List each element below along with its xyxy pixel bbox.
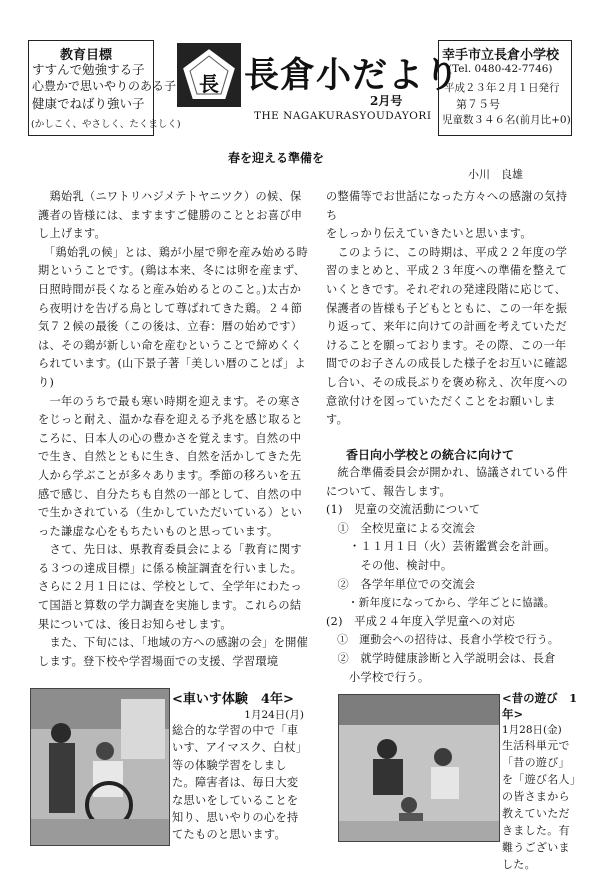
school-logo [176, 42, 242, 108]
old-games-photo [338, 694, 500, 842]
paragraph: の整備等でお世話になった方々への感謝の気持ち [326, 190, 568, 222]
paragraph: 一年のうちで最も寒い時期を迎えます。その寒さをじっと耐え、温かな春を迎える予兆を感じ取るところに、日本人の心の豊かさを覚えます。自然の中で生き、自然とともに生き、自然を活かしてきた先人から学ぶことが多々あります。季節の移ろいを五感で感じ、自分たちも自然の一部として、自然の中で生かされている（生かしていただいている）といった謙虚な心をもちたいものと思っています。 [38, 394, 303, 538]
list-item: その他、検討中。 [326, 558, 453, 572]
school-tel: (Tel. 0480-42-7746) [448, 63, 553, 75]
goal-line-2: 心豊かで思いやりのある子 [32, 79, 177, 93]
list-item: ② 就学時健康診断と入学説明会は、長倉 [326, 651, 556, 665]
article2-title: 香日向小学校との統合に向けて [346, 448, 515, 462]
paragraph: また、下旬には、「地域の方への感謝の会」を開催します。登下校や学習場面での支援、学習環境 [38, 636, 309, 668]
roman-title: THE NAGAKURASYOUDAYORI [254, 110, 432, 122]
issue-date: 平成２３年２月１日発行 [444, 82, 560, 94]
list-item: ② 各学年単位での交流会 [326, 577, 476, 591]
list-item: (1) 児童の交流活動について [326, 503, 481, 517]
paragraph: さて、先日は、県教育委員会による「教育に関する３つの達成目標」に係る検証調査を行いました。さらに２月１日には、学校として、全学年にわたって国語と算数の学力調査を実施します。これらの結果については、後日お知らせします。 [38, 543, 303, 631]
logo-char: 長 [199, 72, 219, 96]
list-item: ① 全校児童による交流会 [326, 521, 476, 535]
month-label: 2月号 [370, 94, 403, 108]
goal-line-1: すすんで勉強する子 [32, 62, 145, 77]
caption1-date: 1月24日(月) [244, 709, 304, 721]
article-right-column [326, 188, 574, 430]
article2-body [326, 464, 574, 687]
caption2-date: 1月28日(金) [502, 724, 562, 736]
school-name: 幸手市立長倉小学校 [442, 48, 560, 63]
caption2-title: <昔の遊び 1年> [502, 691, 578, 721]
caption1-box [172, 688, 308, 844]
list-item: 小学校で行う。 [326, 670, 430, 684]
list-item: ・新年度になってから、学年ごとに協議。 [326, 597, 555, 610]
paragraph: をしっかり伝えていきたいと思います。 [326, 227, 532, 241]
article2-intro: 統合準備委員会が開かれ、協議されている件について、報告します。 [326, 466, 568, 498]
goal-list [32, 61, 176, 112]
caption2-box [502, 690, 578, 873]
caption1-text: 総合的な学習の中で「車いす、アイマスク、白杖」等の体験学習をしました。障害者は、毎日大変な思いをしていることを知り、思いやりの心を持てたものと思います。 [172, 724, 308, 842]
article-left-column [38, 188, 310, 671]
goal-subtitle: (かしこく、やさしく、たくましく) [31, 119, 181, 130]
goal-title: 教育目標 [60, 48, 113, 63]
list-item: ① 運動会への招待は、長倉小学校で行う。 [326, 633, 560, 647]
wheelchair-photo [30, 688, 170, 846]
article-title: 春を迎える準備を [228, 151, 325, 165]
paragraph: 「鶏始乳の候」とは、鶏が小屋で卵を産み始める時期ということです。(鶏は本来、冬には卵を産まず、日照時間が長くなると産み始めるとのこと。)太古から夜明けを告げる鳥として尊ばれてきた鶏。２４節気７２候の最後（この後は、立春：暦の始めです）は、その鶏が新しい命を産むということで締めくくられています。(山下景子著「美しい暦のことば」より) [38, 245, 309, 389]
issue-number: 第７５号 [456, 98, 500, 111]
list-item: ・１１月１日（火）芸術鑑賞会を計画。 [326, 540, 556, 554]
caption2-text: 生活科単元で「昔の遊び」を「遊び名人」の皆さまから教えていただきました。有難うございました。 [502, 739, 576, 871]
paragraph: 鶏始乳（ニワトリハジメテトヤニツク）の候、保護者の皆様には、ますますご健勝のこととお喜び申し上げます。 [38, 190, 303, 241]
article-author: 小川 良雄 [468, 168, 523, 181]
goal-line-3: 健康でねばり強い子 [32, 96, 145, 111]
student-count: 児童数３４６名(前月比+0) [442, 114, 571, 126]
caption1-title: <車いす体験 4年> [172, 692, 294, 707]
list-item: (2) 平成２４年度入学児童への対応 [326, 614, 516, 628]
paragraph: このように、この時期は、平成２２年度の学習のまとめと、平成２３年度への準備を整えていくときです。それぞれの発達段階に応じて、保護者の皆様も子どもとともに、この一年を振り返って、来年に向けての計画を考えていただけることを願っております。その際、この一年間でのお子さんの成長した様子をお互いに確認し合い、その成長ぶりを褒め称え、次年度への意欲付けを図っていただくことをお願いします。 [326, 245, 568, 427]
newsletter-title: 長倉小だより [244, 55, 461, 96]
